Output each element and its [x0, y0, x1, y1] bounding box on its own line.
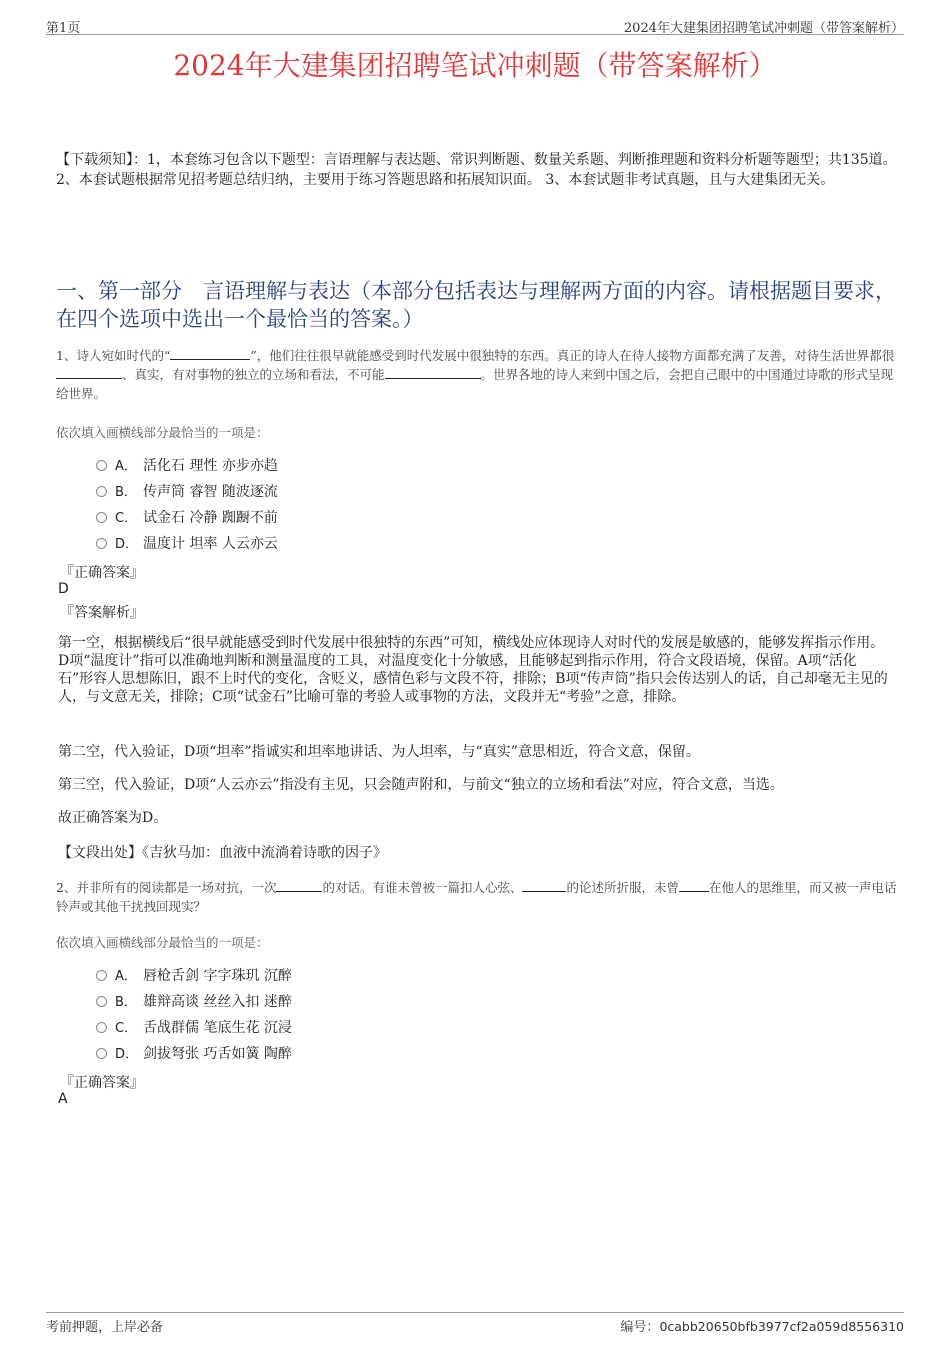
option-key: A． — [115, 969, 137, 984]
footer-code-label: 编号： — [620, 1320, 660, 1335]
q1-instruction: 依次填入画横线部分最恰当的一项是： — [56, 425, 269, 440]
option-key: D． — [115, 537, 139, 552]
q1-analysis-conclusion: 故正确答案为D。 — [58, 810, 168, 826]
radio-icon[interactable] — [96, 486, 107, 497]
footer-code-value: 0cabb20650bfb3977cf2a059d8556310 — [659, 1319, 904, 1334]
section-heading: 一、第一部分 言语理解与表达（本部分包括表达与理解两方面的内容。请根据题目要求，在四个选项中选出一个最恰当的答案。） — [56, 279, 896, 331]
q1-option-a[interactable] — [96, 456, 278, 476]
q2-instruction: 依次填入画横线部分最恰当的一项是： — [56, 935, 269, 950]
q2-answer-label: 『正确答案』 — [60, 1075, 144, 1091]
option-text: 活化石 理性 亦步亦趋 — [143, 458, 278, 474]
option-text: 温度计 坦率 人云亦云 — [143, 536, 278, 552]
radio-icon[interactable] — [96, 512, 107, 523]
page-number: 第1页 — [46, 21, 81, 36]
q2-blank-1 — [276, 878, 322, 892]
option-text: 试金石 冷静 踟蹰不前 — [143, 510, 278, 526]
option-text: 唇枪舌剑 字字珠玑 沉醉 — [143, 968, 292, 984]
option-text: 剑拔弩张 巧舌如簧 陶醉 — [143, 1046, 292, 1062]
q1-text-part: 、真实，有对事物的独立的立场和看法，不可能 — [122, 367, 385, 382]
q2-option-d[interactable] — [96, 1044, 292, 1064]
q1-source: 【文段出处】《吉狄马加：血液中流淌着诗歌的因子》 — [58, 845, 387, 861]
radio-icon[interactable] — [96, 970, 107, 981]
q1-answer: D — [58, 581, 69, 597]
q2-option-a[interactable] — [96, 966, 292, 986]
page-footer — [46, 1312, 904, 1335]
q2-blank-2 — [522, 878, 566, 892]
option-text: 传声筒 睿智 随波逐流 — [143, 484, 278, 500]
radio-icon[interactable] — [96, 538, 107, 549]
question-2-stem — [56, 878, 902, 916]
option-key: C． — [115, 511, 138, 526]
q1-blank-1 — [170, 346, 250, 360]
option-key: A． — [115, 459, 137, 474]
radio-icon[interactable] — [96, 460, 107, 471]
question-1-stem — [56, 346, 902, 403]
q1-analysis-label: 『答案解析』 — [60, 605, 144, 621]
q1-analysis-para-3: 第三空，代入验证，D项“人云亦云”指没有主见，只会随声附和，与前文“独立的立场和看法”对应，符合文意，当选。 — [58, 777, 784, 793]
q1-blank-3 — [385, 365, 481, 379]
q1-analysis-para-1: 第一空，根据横线后“很早就能感受到时代发展中很独特的东西”可知，横线处应体现诗人对时代的发展是敏感的，能够发挥指示作用。D项“温度计”指可以准确地判断和测量温度的工具，对温度变化十分敏感，且能够起到指示作用，符合文段语境，保留。A项“活化石”形容人思想陈旧，跟不上时代的变化，含贬义，感情色彩与文段不符，排除；B项“传声筒”指只会传达别人的话，自己却毫无主见的人，与文意无关，排除；C项“试金石”比喻可靠的考验人或事物的方法，文段并无“考验”之意，排除。 — [58, 635, 888, 705]
q1-text-part: 1、诗人宛如时代的“ — [56, 348, 171, 363]
header-doc-title: 2024年大建集团招聘笔试冲刺题（带答案解析） — [623, 21, 904, 36]
radio-icon[interactable] — [96, 1048, 107, 1059]
footer-code — [620, 1316, 904, 1335]
q1-text-part: 。世界各地的诗人来到中国之后，会把自己眼中的中国通过诗歌的形式呈现给世界。 — [56, 367, 894, 401]
download-notice: 【下载须知】：1，本套练习包含以下题型：言语理解与表达题、常识判断题、数量关系题、判断推理题和资料分析题等题型；共135道。 2、本套试题根据常见招考题总结归纳，主要用于练习答题思路和拓展知识面。 3、本套试题非考试真题，且与大建集团无关。 — [56, 152, 897, 188]
q1-option-d[interactable] — [96, 534, 278, 554]
q2-text-part: 的论述所折服，未曾 — [566, 880, 679, 895]
q2-blank-3 — [679, 878, 709, 892]
q1-answer-label: 『正确答案』 — [60, 565, 144, 581]
q2-text-part: 2、并非所有的阅读都是一场对抗，一次 — [56, 880, 277, 895]
q2-option-c[interactable] — [96, 1018, 292, 1038]
option-key: D． — [115, 1047, 139, 1062]
radio-icon[interactable] — [96, 1022, 107, 1033]
option-text: 雄辩高谈 丝丝入扣 迷醉 — [143, 994, 292, 1010]
q2-text-part: 的对话。有谁未曾被一篇扣人心弦、 — [322, 880, 523, 895]
q2-answer: A — [58, 1091, 68, 1107]
option-key: B． — [115, 485, 137, 500]
q1-option-c[interactable] — [96, 508, 278, 528]
footer-slogan: 考前押题，上岸必备 — [46, 1320, 164, 1335]
page-title: 2024年大建集团招聘笔试冲刺题（带答案解析） — [173, 49, 777, 82]
option-key: B． — [115, 995, 137, 1010]
page-header — [46, 14, 904, 35]
option-text: 舌战群儒 笔底生花 沉浸 — [143, 1020, 292, 1036]
option-key: C． — [115, 1021, 138, 1036]
q1-blank-2 — [56, 365, 122, 379]
q2-text-part: 在他人的思维里，而又被一声电话铃声或其他干扰拽回现实？ — [56, 880, 897, 914]
q1-text-part: ”，他们往往很早就能感受到时代发展中很独特的东西。真正的诗人在待人接物方面都充满了友善，对待生活世界都很 — [250, 348, 895, 363]
radio-icon[interactable] — [96, 996, 107, 1007]
q1-option-b[interactable] — [96, 482, 278, 502]
q1-analysis-para-2: 第二空，代入验证，D项“坦率”指诚实和坦率地讲话、为人坦率，与“真实”意思相近，符合文意，保留。 — [58, 744, 700, 760]
q2-option-b[interactable] — [96, 992, 292, 1012]
